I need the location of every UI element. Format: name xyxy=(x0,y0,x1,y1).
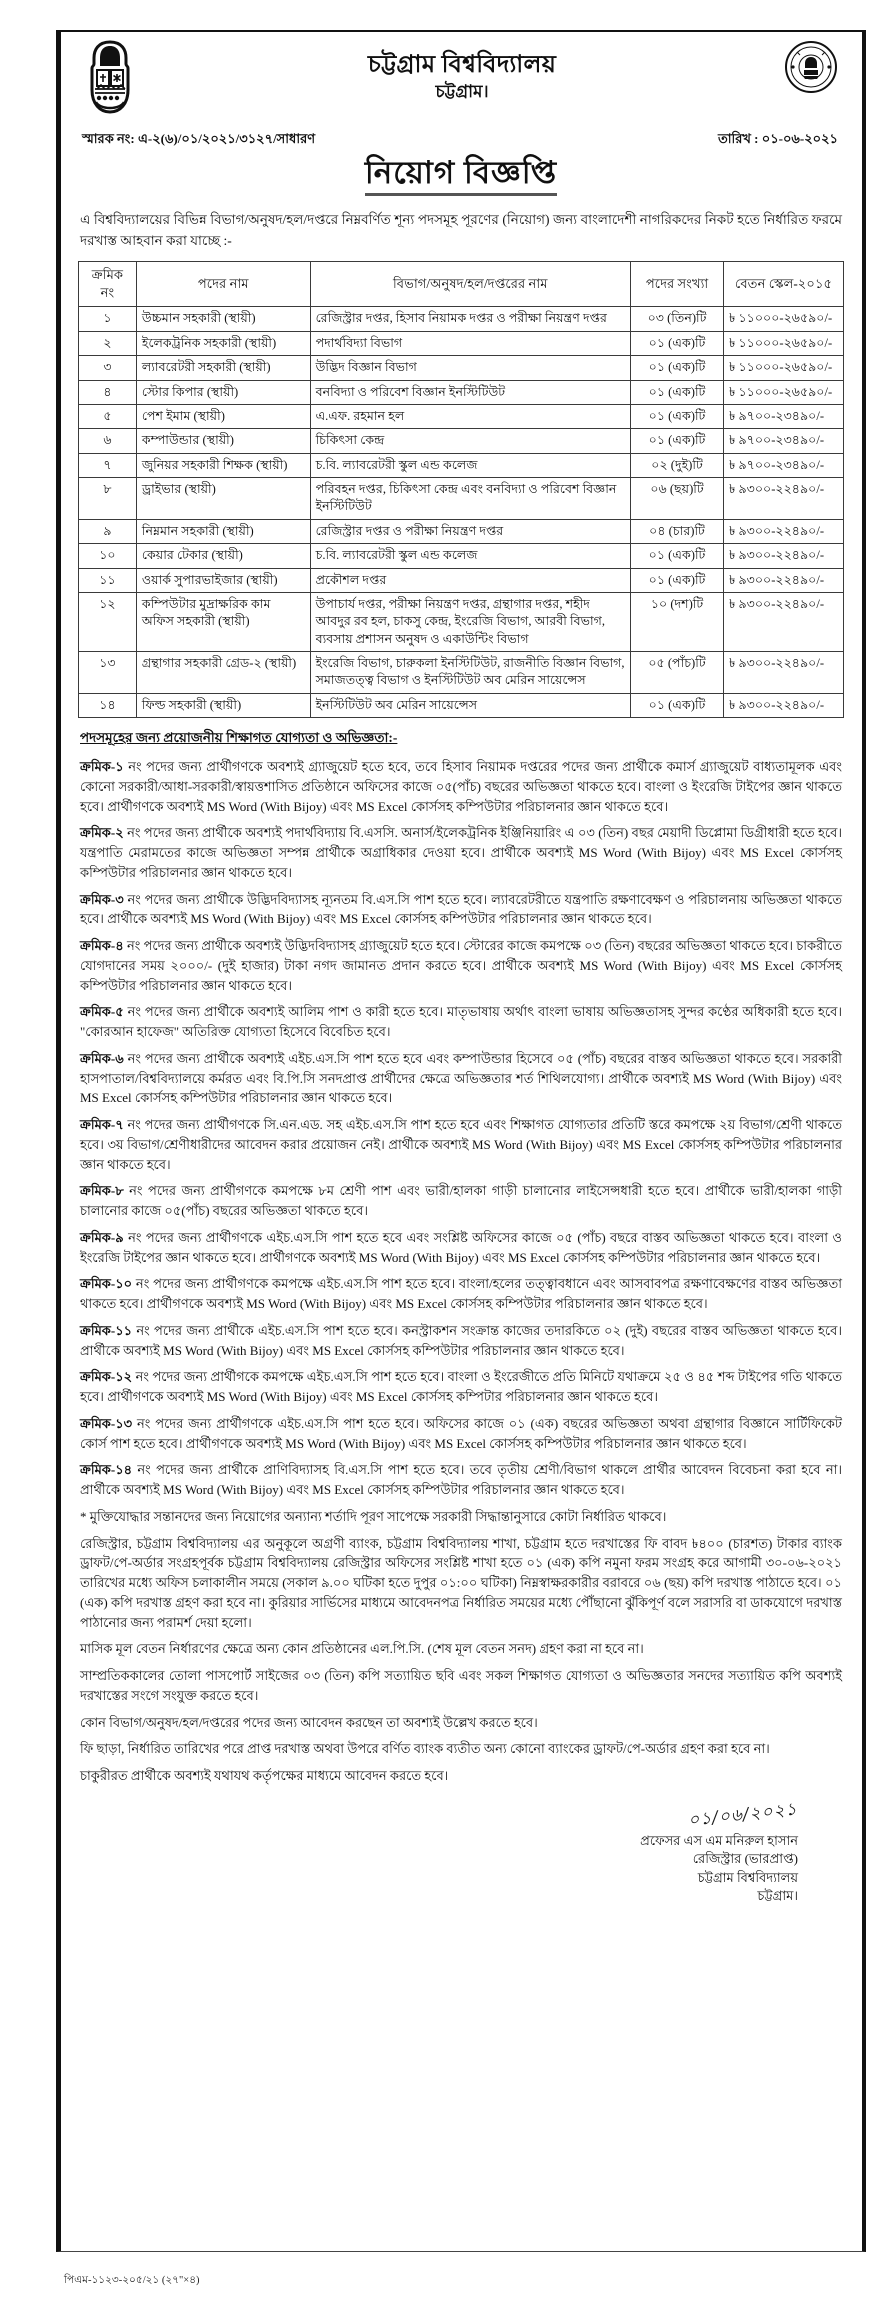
qualification-heading: পদসমূহের জন্য প্রয়োজনীয় শিক্ষাগত যোগ্যতা ও অভিজ্ঞতা:- xyxy=(80,730,398,746)
qualification-item xyxy=(80,1115,842,1174)
cell-department: পদার্থবিদ্যা বিভাগ xyxy=(310,331,630,355)
cell-pay-scale: ৳ ১১০০০-২৬৫৯০/- xyxy=(724,380,844,404)
col-pay-scale: বেতন স্কেল-২০১৫ xyxy=(724,262,844,307)
memo-date: তারিখ : ০১-০৬-২০২১ xyxy=(717,131,838,146)
qualification-text: নং পদের জন্য প্রার্থীগণকে কমপক্ষে এইচ.এস.সি পাশ হতে হবে। বাংলা/হলের তত্ত্বাবধানে এবং আসবাবপত্র রক্ষণাবেক্ষণের বাস্তব অভিজ্ঞতা থাকতে হবে। প্রার্থীগণকে অবশ্যই MS Word (With Bijoy) এবং MS Excel কোর্সসহ কম্পিউটার পরিচালনার জ্ঞান থাকতে হবে। xyxy=(80,1276,842,1312)
qualification-item xyxy=(80,1460,842,1500)
table-row xyxy=(79,453,844,477)
university-name: চট্টগ্রাম বিশ্ববিদ্যালয় xyxy=(367,52,557,78)
cell-post-count: ০১ (এক)টি xyxy=(631,429,724,453)
cell-post-name: পেশ ইমাম (স্থায়ী) xyxy=(136,404,310,428)
qualification-serial: ক্রমিক-১৪ xyxy=(80,1462,133,1478)
handwritten-signature: ০১/০৬/২০২১ xyxy=(687,1799,799,1831)
cell-department: রেজিস্ট্রার দপ্তর, হিসাব নিয়ামক দপ্তর ও পরীক্ষা নিয়ন্ত্রণ দপ্তর xyxy=(310,307,630,331)
table-row xyxy=(79,331,844,355)
cell-pay-scale: ৳ ৯৭০০-২৩৪৯০/- xyxy=(724,404,844,428)
document-content xyxy=(66,30,856,1906)
table-row xyxy=(79,544,844,568)
qualification-serial: ক্রমিক-৭ xyxy=(80,1117,124,1133)
table-header-row xyxy=(79,262,844,307)
qualification-item xyxy=(80,1002,842,1042)
cell-serial: ১১ xyxy=(79,568,137,592)
signatory-role: রেজিস্ট্রার (ভারপ্রাপ্ত) xyxy=(692,1851,798,1867)
cell-post-count: ০১ (এক)টি xyxy=(631,380,724,404)
qualification-serial: ক্রমিক-১৩ xyxy=(80,1415,133,1431)
cell-department: চিকিৎসা কেন্দ্র xyxy=(310,429,630,453)
cell-department: ইংরেজি বিভাগ, চারুকলা ইনস্টিটিউট, রাজনীতি বিজ্ঞান বিভাগ, সমাজতত্ত্ব বিভাগ ও ইনস্টিটিউট অব মেরিন সায়েন্সেস xyxy=(310,652,630,694)
qualification-text: নং পদের জন্য প্রার্থীকে উদ্ভিদবিদ্যাসহ ন্যূনতম বি.এস.সি পাশ হতে হবে। ল্যাবরেটরীতে যন্ত্রপাতি রক্ষণাবেক্ষণ ও পরিচালনায় অভিজ্ঞতা থাকতে হবে। প্রার্থীকে অবশ্যই MS Word (With Bijoy) এবং MS Excel কোর্সসহ কম্পিউটার পরিচালনার জ্ঞান থাকতে হবে। xyxy=(80,891,842,927)
table-row xyxy=(79,356,844,380)
cell-post-count: ১০ (দশ)টি xyxy=(631,592,724,651)
cell-department: চ.বি. ল্যাবরেটরী স্কুল এন্ড কলেজ xyxy=(310,544,630,568)
cell-pay-scale: ৳ ৯৭০০-২৩৪৯০/- xyxy=(724,453,844,477)
qualification-text: নং পদের জন্য প্রার্থীগণকে কমপক্ষে ৮ম শ্রেণী পাশ এবং ভারী/হালকা গাড়ী চালানোর লাইসেন্সধারী হতে হবে। প্রার্থীকে ভারী/হালকা গাড়ী চালানোর কাজে ০৫(পাঁচ) বছরের অভিজ্ঞতা থাকতে হবে। xyxy=(80,1183,842,1219)
cell-serial: ২ xyxy=(79,331,137,355)
qualification-item xyxy=(80,1049,842,1108)
letterhead xyxy=(78,36,844,122)
cell-post-count: ০১ (এক)টি xyxy=(631,544,724,568)
cell-department: রেজিস্ট্রার দপ্তর ও পরীক্ষা নিয়ন্ত্রণ দপ্তর xyxy=(310,519,630,543)
vacancy-table xyxy=(78,261,844,718)
note-item: রেজিস্ট্রার, চট্টগ্রাম বিশ্ববিদ্যালয় এর অনুকূলে অগ্রণী ব্যাংক, চট্টগ্রাম বিশ্ববিদ্যালয় শাখা, চট্টগ্রাম হতে দরখাস্তের ফি বাবদ ৳৪০০ (চারশত) টাকার ব্যাংক ড্রাফট/পে-অর্ডার সংগ্রহপূর্বক চট্টগ্রাম বিশ্ববিদ্যালয় রেজিস্ট্রার অফিসের সংশ্লিষ্ট শাখা হতে ০১ (এক) কপি নমুনা ফরম সংগ্রহ করে আগামী ৩০-০৬-২০২১ তারিখের মধ্যে অফিস চলাকালীন সময়ে (সকাল ৯.০০ ঘটিকা হতে দুপুর ০১:০০ ঘটিকা) নিম্নস্বাক্ষরকারীর বরাবরে ০৬ (ছয়) কপি দরখাস্ত পাঠাতে হবে। ০১ (এক) কপি দরখাস্ত গ্রহণ করা হবে না। কুরিয়ার সার্ভিসের মাধ্যমে আবেদনপত্র নির্ধারিত সময়ের মধ্যে পৌঁছানো ঝুঁকিপূর্ণ বলে সরাসরি বা ডাকযোগে দরখাস্ত পাঠানোর জন্য পরামর্শ দেয়া হলো। xyxy=(80,1535,842,1630)
cell-post-count: ০৫ (পাঁচ)টি xyxy=(631,652,724,694)
qualification-item xyxy=(80,1414,842,1454)
cell-serial: ৯ xyxy=(79,519,137,543)
qualification-text: নং পদের জন্য প্রার্থীগণকে এইচ.এস.সি পাশ হতে হবে। অফিসের কাজে ০১ (এক) বছরের অভিজ্ঞতা অথবা গ্রন্থাগার বিজ্ঞানে সার্টিফিকেট কোর্স পাশ হতে হবে। প্রার্থীগণকে অবশ্যই MS Word (With Bijoy) এবং MS Excel কোর্সসহ কম্পিউটার পরিচালনার জ্ঞান থাকতে হবে। xyxy=(80,1415,842,1451)
note-item: কোন বিভাগ/অনুষদ/হল/দপ্তরের পদের জন্য আবেদন করছেন তা অবশ্যই উল্লেখ করতে হবে। xyxy=(80,1714,538,1730)
notes-list xyxy=(78,1507,844,1786)
signatory-name: প্রফেসর এস এম মনিরুল হাসান xyxy=(640,1832,798,1848)
note-item: * মুক্তিযোদ্ধার সন্তানদের জন্য নিয়োগের অন্যান্য শর্তাদি পূরণ সাপেক্ষে সরকারী সিদ্ধান্তানুসারে কোটা নির্ধারিত থাকবে। xyxy=(80,1508,667,1524)
qualification-text: নং পদের জন্য প্রার্থীগণকে অবশ্যই গ্র্যাজুয়েট হতে হবে, তবে হিসাব নিয়ামক দপ্তরের পদের জন্য প্রার্থীকে কমার্স গ্র্যাজুয়েট বাধ্যতামূলক এবং কোনো সরকারী/আধা-সরকারী/স্বায়ত্তশাসিত প্রতিষ্ঠানে অফিসের কাজে ০৫(পাঁচ) বছরের অভিজ্ঞতা থাকতে হবে। বাংলা ও ইংরেজি টাইপের জ্ঞান থাকতে হবে। প্রার্থীগণকে অবশ্যই MS Word (With Bijoy) এবং MS Excel কোর্সসহ কম্পিউটার পরিচালনার জ্ঞান থাকতে হবে। xyxy=(80,759,842,814)
table-row xyxy=(79,592,844,651)
qualification-text: নং পদের জন্য প্রার্থীগকে কমপক্ষে এইচ.এস.সি পাশ হতে হবে। বাংলা ও ইংরেজীতে প্রতি মিনিটে যথাক্রমে ২৫ ও ৪৫ শব্দ টাইপের গতি থাকতে হবে। প্রার্থীগণকে অবশ্যই MS Word (With Bijoy) এবং MS Excel কোর্সসহ কম্পিটার পরিচালনার জ্ঞান থাকতে হবে। xyxy=(80,1369,842,1405)
qualification-list xyxy=(78,757,844,1500)
cell-post-name: নিম্নমান সহকারী (স্থায়ী) xyxy=(136,519,310,543)
qualification-serial: ক্রমিক-৫ xyxy=(80,1004,124,1020)
memo-line xyxy=(78,122,844,151)
qualification-serial: ক্রমিক-৪ xyxy=(80,938,124,954)
cell-department: প্রকৌশল দপ্তর xyxy=(310,568,630,592)
table-row xyxy=(79,519,844,543)
cell-serial: ৬ xyxy=(79,429,137,453)
qualification-serial: ক্রমিক-১ xyxy=(80,759,124,775)
qualification-text: নং পদের জন্য প্রার্থীকে প্রাণিবিদ্যাসহ বি.এস.সি পাশ হতে হবে। তবে তৃতীয় শ্রেণী/বিভাগ থাকলে প্রার্থীর আবেদন বিবেচনা করা হবে না। প্রার্থীকে অবশ্যই MS Word (With Bijoy) এবং MS Excel কোর্সসহ কম্পিউটার পরিচালনার জ্ঞান থাকতে হবে। xyxy=(80,1462,842,1498)
chittagong-university-crest-icon xyxy=(80,40,140,114)
qualification-text: নং পদের জন্য প্রার্থীকে অবশ্যই পদার্থবিদ্যায় বি.এসসি. অনার্স/ইলেকট্রনিক ইঞ্জিনিয়ারিং এ ০৩ (তিন) বছর মেয়াদী ডিপ্লোমা ডিগ্রীধারী হতে হবে। যন্ত্রপাতি মেরামতের কাজে অভিজ্ঞতা সম্পন্ন প্রার্থীকে অগ্রাধিকার দেওয়া হবে। প্রার্থীকে অবশ্যই MS Word (With Bijoy) এবং MS Excel কোর্সসহ কম্পিউটার পরিচালনার জ্ঞান থাকতে হবে। xyxy=(80,825,842,880)
col-post-count: পদের সংখ্যা xyxy=(631,262,724,307)
cell-serial: ৫ xyxy=(79,404,137,428)
cell-department: উপাচার্য দপ্তর, পরীক্ষা নিয়ন্ত্রণ দপ্তর, গ্রন্থাগার দপ্তর, শহীদ আবদুর রব হল, চাকসু কেন্দ্র, ইংরেজি বিভাগ, আরবী বিভাগ, ব্যবসায় প্রশাসন অনুষদ ও একাউন্টিং বিভাগ xyxy=(310,592,630,651)
cell-post-name: কেয়ার টেকার (স্থায়ী) xyxy=(136,544,310,568)
note-item: সাম্প্রতিককালের তোলা পাসপোর্ট সাইজের ০৩ (তিন) কপি সত্যায়িত ছবি এবং সকল শিক্ষাগত যোগ্যতা ও অভিজ্ঞতার সনদের সত্যায়িত কপি অবশ্যই দরখাস্তের সংগে সংযুক্ত করতে হবে। xyxy=(80,1668,842,1703)
qualification-text: নং পদের জন্য প্রার্থীকে অবশ্যই এইচ.এস.সি পাশ হতে হবে এবং কম্পাউন্ডার হিসেবে ০৫ (পাঁচ) বছরের বাস্তব অভিজ্ঞতা থাকতে হবে। সরকারী হাসপাতাল/বিশ্ববিদ্যালয়ে কর্মরত এবং বি.পি.সি সনদপ্রাপ্ত প্রার্থীদের ক্ষেত্রে অভিজ্ঞতার শর্ত শিথিলযোগ্য। প্রার্থীকে অবশ্যই MS Word (With Bijoy) এবং MS Excel কোর্সসহ কম্পিউটার পরিচালনার জ্ঞান থাকতে হবে। xyxy=(80,1050,842,1106)
cell-serial: ১০ xyxy=(79,544,137,568)
cell-post-count: ০১ (এক)টি xyxy=(631,331,724,355)
table-row xyxy=(79,568,844,592)
qualification-text: নং পদের জন্য প্রার্থীকে অবশ্যই আলিম পাশ ও কারী হতে হবে। মাতৃভাষায় অর্থাৎ বাংলা ভাষায় অভিজ্ঞতাসহ সুন্দর কণ্ঠের অধিকারী হতে হবে। "কোরআন হাফেজ" অতিরিক্ত যোগ্যতা হিসেবে বিবেচিত হবে। xyxy=(80,1004,842,1040)
col-department: বিভাগ/অনুষদ/হল/দপ্তরের নাম xyxy=(310,262,630,307)
university-title-block xyxy=(140,40,784,103)
cell-department: বনবিদ্যা ও পরিবেশ বিজ্ঞান ইনস্টিটিউট xyxy=(310,380,630,404)
table-row xyxy=(79,652,844,694)
cell-serial: ৮ xyxy=(79,478,137,520)
vacancy-table-head xyxy=(79,262,844,307)
qualification-text: নং পদের জন্য প্রার্থীকে অবশ্যই উদ্ভিদবিদ্যাসহ গ্র্যাজুয়েট হতে হবে। স্টোরের কাজে কমপক্ষে ০৩ (তিন) বছরের অভিজ্ঞতা থাকতে হবে। চাকরীতে যোগদানের সময় ২০০০/- (দুই হাজার) টাকা নগদ জামানত প্রদান করতে হবে। প্রার্থীকে অবশ্যই MS Word (With Bijoy) এবং MS Excel কোর্সসহ কম্পিউটার পরিচালনার জ্ঞান থাকতে হবে। xyxy=(80,938,842,993)
cell-post-name: কম্পিউটার মুদ্রাক্ষরিক কাম অফিস সহকারী (স্থায়ী) xyxy=(136,592,310,651)
university-seal-stamp-icon xyxy=(784,40,838,94)
cell-department: উদ্ভিদ বিজ্ঞান বিভাগ xyxy=(310,356,630,380)
cell-department: ইনস্টিটিউট অব মেরিন সায়েন্সেস xyxy=(310,693,630,717)
document-title-wrap xyxy=(78,155,844,196)
cell-pay-scale: ৳ ৯৩০০-২২৪৯০/- xyxy=(724,693,844,717)
note-item: চাকুরীরত প্রার্থীকে অবশ্যই যথাযথ কর্তৃপক্ষের মাধ্যমে আবেদন করতে হবে। xyxy=(80,1768,449,1784)
cell-pay-scale: ৳ ১১০০০-২৬৫৯০/- xyxy=(724,356,844,380)
cell-post-count: ০২ (দুই)টি xyxy=(631,453,724,477)
qualification-serial: ক্রমিক-১২ xyxy=(80,1369,133,1385)
cell-department: পরিবহন দপ্তর, চিকিৎসা কেন্দ্র এবং বনবিদ্যা ও পরিবেশ বিজ্ঞান ইনস্টিটিউট xyxy=(310,478,630,520)
signatory-org: চট্টগ্রাম বিশ্ববিদ্যালয় xyxy=(697,1869,798,1885)
cell-post-name: স্টোর কিপার (স্থায়ী) xyxy=(136,380,310,404)
cell-pay-scale: ৳ ১১০০০-২৬৫৯০/- xyxy=(724,307,844,331)
note-item: ফি ছাড়া, নির্ধারিত তারিখের পরে প্রাপ্ত দরখাস্ত অথবা উপরে বর্ণিত ব্যাংক ব্যতীত অন্য কোনো ব্যাংকের ড্রাফট/পে-অর্ডার গ্রহণ করা হবে না। xyxy=(80,1741,770,1757)
print-code: পিএম-১১২৩-২০৫/২১ (২৭"×৪) xyxy=(64,2275,200,2286)
qualification-text: নং পদের জন্য প্রার্থীগণকে সি.এন.এড. সহ এইচ.এস.সি পাশ হতে হবে এবং শিক্ষাগত যোগ্যতার প্রতিটি স্তরে কমপক্ষে ২য় বিভাগ/শ্রেণী থাকতে হবে। ৩য় বিভাগ/শ্রেণীধারীদের আবেদন করার প্রয়োজন নেই। প্রার্থীকে অবশ্যই MS Word (With Bijoy) এবং MS Excel কোর্সসহ কম্পিউটার পরিচালনার জ্ঞান থাকতে হবে। xyxy=(80,1117,842,1172)
cell-post-name: কম্পাউন্ডার (স্থায়ী) xyxy=(136,429,310,453)
qualification-serial: ক্রমিক-২ xyxy=(80,825,124,841)
cell-post-name: গ্রন্থাগার সহকারী গ্রেড-২ (স্থায়ী) xyxy=(136,652,310,694)
table-row xyxy=(79,380,844,404)
qualification-serial: ক্রমিক-৩ xyxy=(80,891,124,907)
cell-pay-scale: ৳ ৯৩০০-২২৪৯০/- xyxy=(724,478,844,520)
cell-serial: ১৪ xyxy=(79,693,137,717)
signature-block xyxy=(78,1799,844,1906)
col-post-name: পদের নাম xyxy=(136,262,310,307)
cell-pay-scale: ৳ ৯৭০০-২৩৪৯০/- xyxy=(724,429,844,453)
cell-post-name: উচ্চমান সহকারী (স্থায়ী) xyxy=(136,307,310,331)
qualification-item xyxy=(80,1181,842,1221)
cell-post-name: জুনিয়র সহকারী শিক্ষক (স্থায়ী) xyxy=(136,453,310,477)
memo-number: স্মারক নং: এ-২(৬)/০১/২০২১/৩১২৭/সাধারণ xyxy=(82,131,316,146)
cell-pay-scale: ৳ ৯৩০০-২২৪৯০/- xyxy=(724,592,844,651)
qualification-item xyxy=(80,1274,842,1314)
cell-serial: ৭ xyxy=(79,453,137,477)
qualification-item xyxy=(80,1228,842,1268)
qualification-item xyxy=(80,757,842,816)
cell-department: এ.এফ. রহমান হল xyxy=(310,404,630,428)
cell-post-name: ফিল্ড সহকারী (স্থায়ী) xyxy=(136,693,310,717)
cell-post-name: ল্যাবরেটরী সহকারী (স্থায়ী) xyxy=(136,356,310,380)
page-title: নিয়োগ বিজ্ঞপ্তি xyxy=(365,155,557,196)
university-place: চট্টগ্রাম। xyxy=(435,82,489,101)
cell-post-count: ০৩ (তিন)টি xyxy=(631,307,724,331)
col-serial: ক্রমিক নং xyxy=(79,262,137,307)
cell-pay-scale: ৳ ৯৩০০-২২৪৯০/- xyxy=(724,652,844,694)
qualification-item xyxy=(80,890,842,930)
table-row xyxy=(79,307,844,331)
cell-serial: ১৩ xyxy=(79,652,137,694)
qualification-serial: ক্রমিক-৯ xyxy=(80,1229,124,1245)
cell-pay-scale: ৳ ৯৩০০-২২৪৯০/- xyxy=(724,519,844,543)
cell-post-name: ইলেকট্রনিক সহকারী (স্থায়ী) xyxy=(136,331,310,355)
qualification-serial: ক্রমিক-১১ xyxy=(80,1322,133,1338)
cell-post-count: ০১ (এক)টি xyxy=(631,568,724,592)
cell-pay-scale: ৳ ১১০০০-২৬৫৯০/- xyxy=(724,331,844,355)
cell-serial: ৪ xyxy=(79,380,137,404)
table-row xyxy=(79,404,844,428)
cell-post-name: ওয়ার্ক সুপারভাইজার (স্থায়ী) xyxy=(136,568,310,592)
qualification-serial: ক্রমিক-৮ xyxy=(80,1183,124,1199)
cell-serial: ১২ xyxy=(79,592,137,651)
vacancy-table-body xyxy=(79,307,844,718)
cell-pay-scale: ৳ ৯৩০০-২২৪৯০/- xyxy=(724,568,844,592)
qualification-item xyxy=(80,1367,842,1407)
qualification-item xyxy=(80,936,842,995)
table-row xyxy=(79,693,844,717)
qualification-serial: ক্রমিক-১০ xyxy=(80,1276,133,1292)
qualification-item xyxy=(80,1321,842,1361)
cell-post-count: ০৪ (চার)টি xyxy=(631,519,724,543)
cell-post-count: ০১ (এক)টি xyxy=(631,693,724,717)
qualification-serial: ক্রমিক-৬ xyxy=(80,1050,124,1066)
cell-post-count: ০৬ (ছয়)টি xyxy=(631,478,724,520)
cell-department: চ.বি. ল্যাবরেটরী স্কুল এন্ড কলেজ xyxy=(310,453,630,477)
intro-paragraph: এ বিশ্ববিদ্যালয়ের বিভিন্ন বিভাগ/অনুষদ/হল/দপ্তরে নিম্নবর্ণিত শূন্য পদসমূহ পূরণের (নিয়োগ) জন্য বাংলাদেশী নাগরিকদের নিকট হতে নির্ধারিত ফরমে দরখাস্ত আহবান করা যাচ্ছে :- xyxy=(80,211,842,248)
note-item: মাসিক মূল বেতন নির্ধারণের ক্ষেত্রে অন্য কোন প্রতিষ্ঠানের এল.পি.সি. (শেষ মূল বেতন সনদ) গ্রহণ করা না হবে না। xyxy=(80,1641,644,1657)
qualification-item xyxy=(80,823,842,882)
cell-post-name: ড্রাইভার (স্থায়ী) xyxy=(136,478,310,520)
cell-post-count: ০১ (এক)টি xyxy=(631,356,724,380)
qualification-text: নং পদের জন্য প্রার্থীকে এইচ.এস.সি পাশ হতে হবে। কনস্ট্রাকশন সংক্রান্ত কাজের তদারকিতে ০২ (দুই) বছরের বাস্তব অভিজ্ঞতা থাকতে হবে। প্রার্থীকে অবশ্যই MS Word (With Bijoy) এবং MS Excel কোর্সসহ কম্পিউটার পরিচালনার জ্ঞান থাকতে হবে। xyxy=(80,1322,842,1358)
cell-post-count: ০১ (এক)টি xyxy=(631,404,724,428)
qualification-text: নং পদের জন্য প্রার্থীগণকে এইচ.এস.সি পাশ হতে হবে এবং সংশ্লিষ্ট অফিসের কাজে ০৫ (পাঁচ) বছরে বাস্তব অভিজ্ঞতা থাকতে হবে। বাংলা ও ইংরেজি টাইপের জ্ঞান থাকতে হবে। প্রার্থীগণকে অবশ্যই MS Word (With Bijoy) এবং MS Excel কোর্সসহ কম্পিউটার পরিচালনার জ্ঞান থাকতে হবে। xyxy=(80,1229,842,1265)
table-row xyxy=(79,429,844,453)
table-row xyxy=(79,478,844,520)
cell-serial: ১ xyxy=(79,307,137,331)
cell-pay-scale: ৳ ৯৩০০-২২৪৯০/- xyxy=(724,544,844,568)
signatory-city: চট্টগ্রাম। xyxy=(757,1888,798,1904)
cell-serial: ৩ xyxy=(79,356,137,380)
